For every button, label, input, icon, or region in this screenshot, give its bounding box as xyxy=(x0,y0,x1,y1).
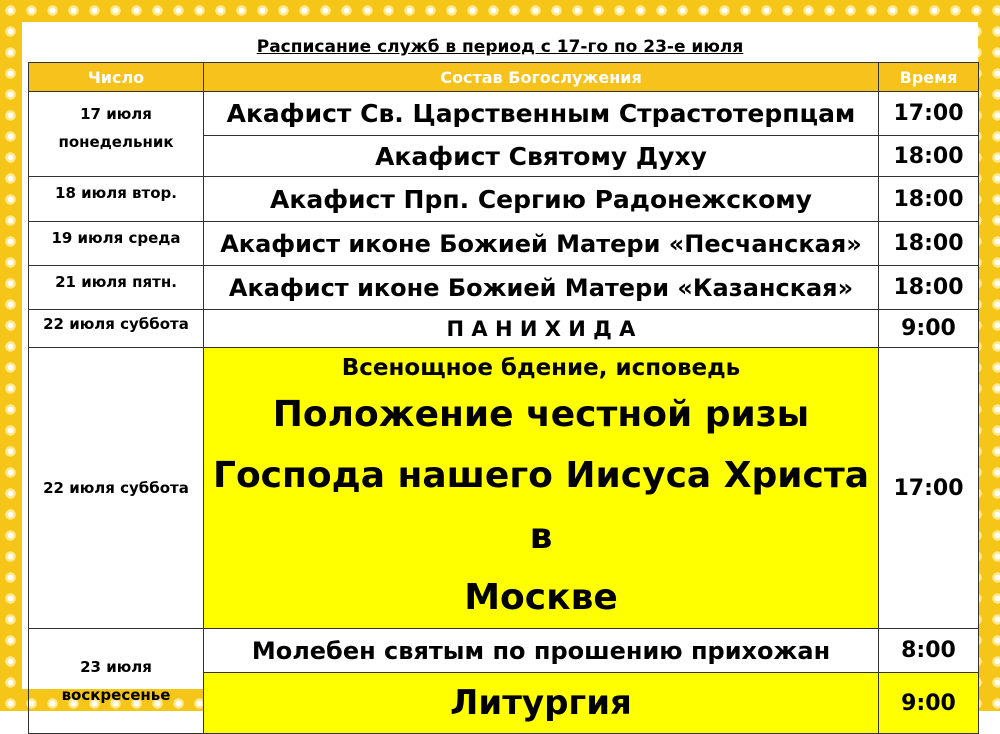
page-title: Расписание служб в период с 17-го по 23-е июля xyxy=(256,37,744,57)
table-header-row xyxy=(29,63,979,92)
time-cell: 17:00 xyxy=(879,92,979,136)
time-cell: 8:00 xyxy=(879,629,979,673)
table-row xyxy=(29,222,979,266)
header-time: Время xyxy=(879,63,979,92)
vigil-service-cell xyxy=(204,348,879,629)
table-row xyxy=(29,348,979,629)
service-cell: Молебен святым по прошению прихожан xyxy=(204,629,879,673)
service-subtitle: Всенощное бдение, исповедь xyxy=(341,355,741,381)
table-row xyxy=(29,310,979,348)
date-cell: 21 июля пятн. xyxy=(29,266,204,310)
date-cell: 22 июля суббота xyxy=(29,348,204,629)
service-line: Положение честной ризы xyxy=(272,394,810,435)
service-cell: Акафист иконе Божией Матери «Песчанская» xyxy=(204,222,879,266)
header-date: Число xyxy=(29,63,204,92)
date-cell: 19 июля среда xyxy=(29,222,204,266)
table-row xyxy=(29,266,979,310)
service-cell: П А Н И Х И Д А xyxy=(204,310,879,348)
service-cell: Акафист иконе Божией Матери «Казанская» xyxy=(204,266,879,310)
date-line: 23 июля xyxy=(80,658,152,676)
table-row xyxy=(29,92,979,136)
schedule-table xyxy=(28,62,979,734)
service-cell: Акафист Прп. Сергию Радонежскому xyxy=(204,177,879,222)
date-cell: 18 июля втор. xyxy=(29,177,204,222)
table-row xyxy=(29,629,979,673)
date-cell xyxy=(29,629,204,734)
time-cell: 18:00 xyxy=(879,266,979,310)
time-cell: 18:00 xyxy=(879,177,979,222)
date-cell: 22 июля суббота xyxy=(29,310,204,348)
service-cell: Литургия xyxy=(204,673,879,734)
time-cell: 17:00 xyxy=(879,348,979,629)
service-line: Москве xyxy=(464,577,618,618)
header-service: Состав Богослужения xyxy=(204,63,879,92)
time-cell: 18:00 xyxy=(879,222,979,266)
date-cell xyxy=(29,92,204,177)
date-line: воскресенье xyxy=(61,686,171,704)
date-line: понедельник xyxy=(58,133,174,151)
table-row xyxy=(29,177,979,222)
service-line: Господа нашего Иисуса Христа в xyxy=(213,455,869,557)
time-cell: 18:00 xyxy=(879,136,979,177)
service-cell: Акафист Святому Духу xyxy=(204,136,879,177)
time-cell: 9:00 xyxy=(879,673,979,734)
date-line: 17 июля xyxy=(80,105,152,123)
time-cell: 9:00 xyxy=(879,310,979,348)
service-cell: Акафист Св. Царственным Страстотерпцам xyxy=(204,92,879,136)
